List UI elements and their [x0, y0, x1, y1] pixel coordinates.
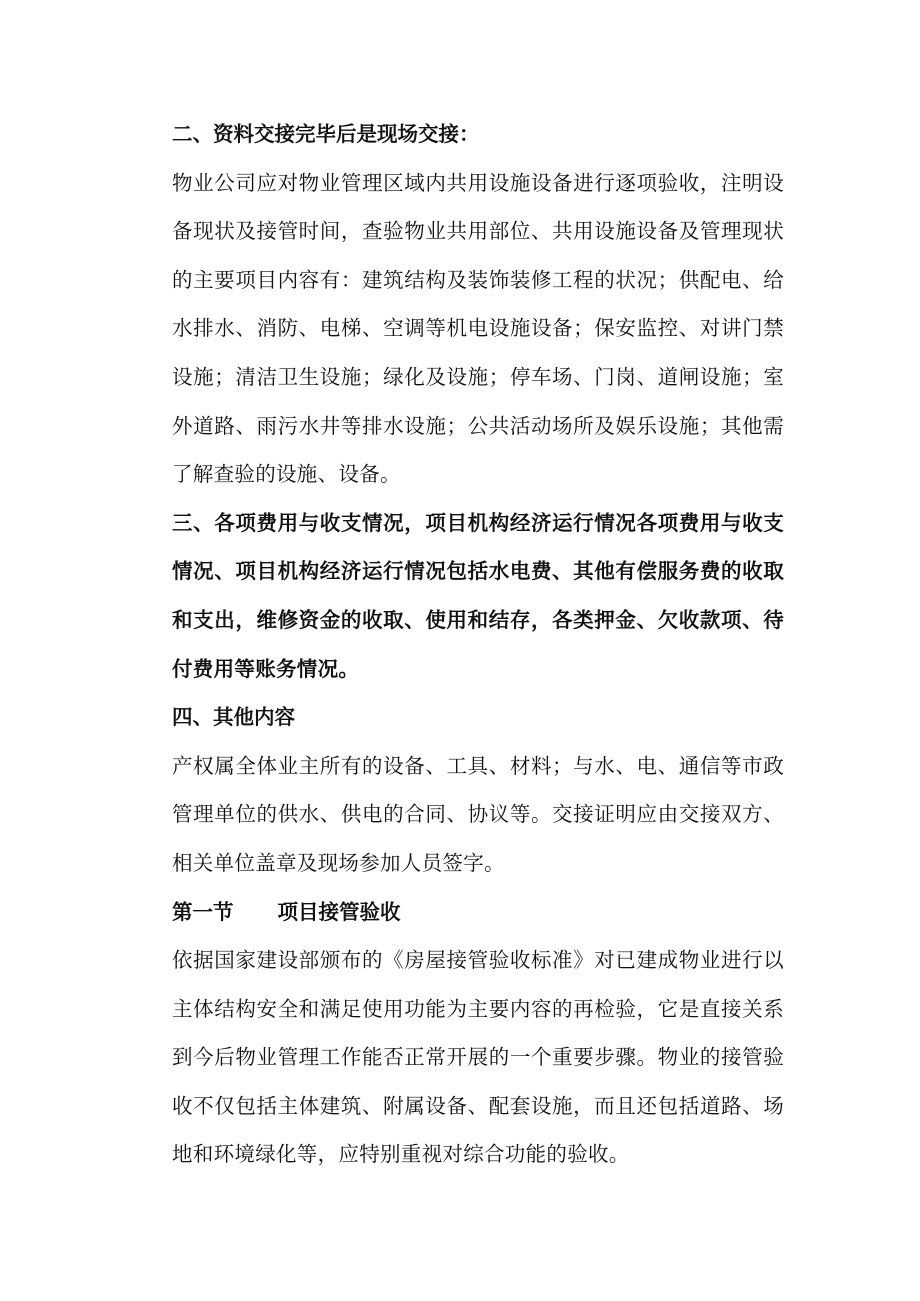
paragraph-other-content: 产权属全体业主所有的设备、工具、材料；与水、电、通信等市政管理单位的供水、供电的合同、协议等。交接证明应由交接双方、相关单位盖章及现场参加人员签字。	[172, 753, 784, 875]
paragraph-fees-and-finance: 三、各项费用与收支情况，项目机构经济运行情况各项费用与收支情况、项目机构经济运行情况包括水电费、其他有偿服务费的收取和支出，维修资金的收取、使用和结存，各类押金、欠收款项、待付费用等账务情况。	[172, 510, 784, 681]
section-number: 第一节	[172, 899, 234, 924]
heading-other-content: 四、其他内容	[172, 705, 295, 730]
paragraph-acceptance: 依据国家建设部颁布的《房屋接管验收标准》对已建成物业进行以主体结构安全和满足使用功能为主要内容的再检验，它是直接关系到今后物业管理工作能否正常开展的一个重要步骤。物业的接管验收不仅包括主体建筑、附属设备、配套设施，而且还包括道路、场地和环境绿化等，应特别重视对综合功能的验收。	[172, 948, 784, 1167]
document-page	[172, 110, 784, 1179]
section-name: 项目接管验收	[277, 899, 401, 924]
heading-site-handover: 二、资料交接完毕后是现场交接：	[172, 122, 480, 146]
paragraph-site-handover: 物业公司应对物业管理区域内共用设施设备进行逐项验收，注明设备现状及接管时间，查验物业共用部位、共用设施设备及管理现状的主要项目内容有：建筑结构及装饰装修工程的状况；供配电、给水排水、消防、电梯、空调等机电设施设备；保安监控、对讲门禁设施；清洁卫生设施；绿化及设施；停车场、门岗、道闸设施；室外道路、雨污水井等排水设施；公共活动场所及娱乐设施；其他需了解查验的设施、设备。	[172, 170, 784, 487]
section-title	[172, 888, 784, 937]
